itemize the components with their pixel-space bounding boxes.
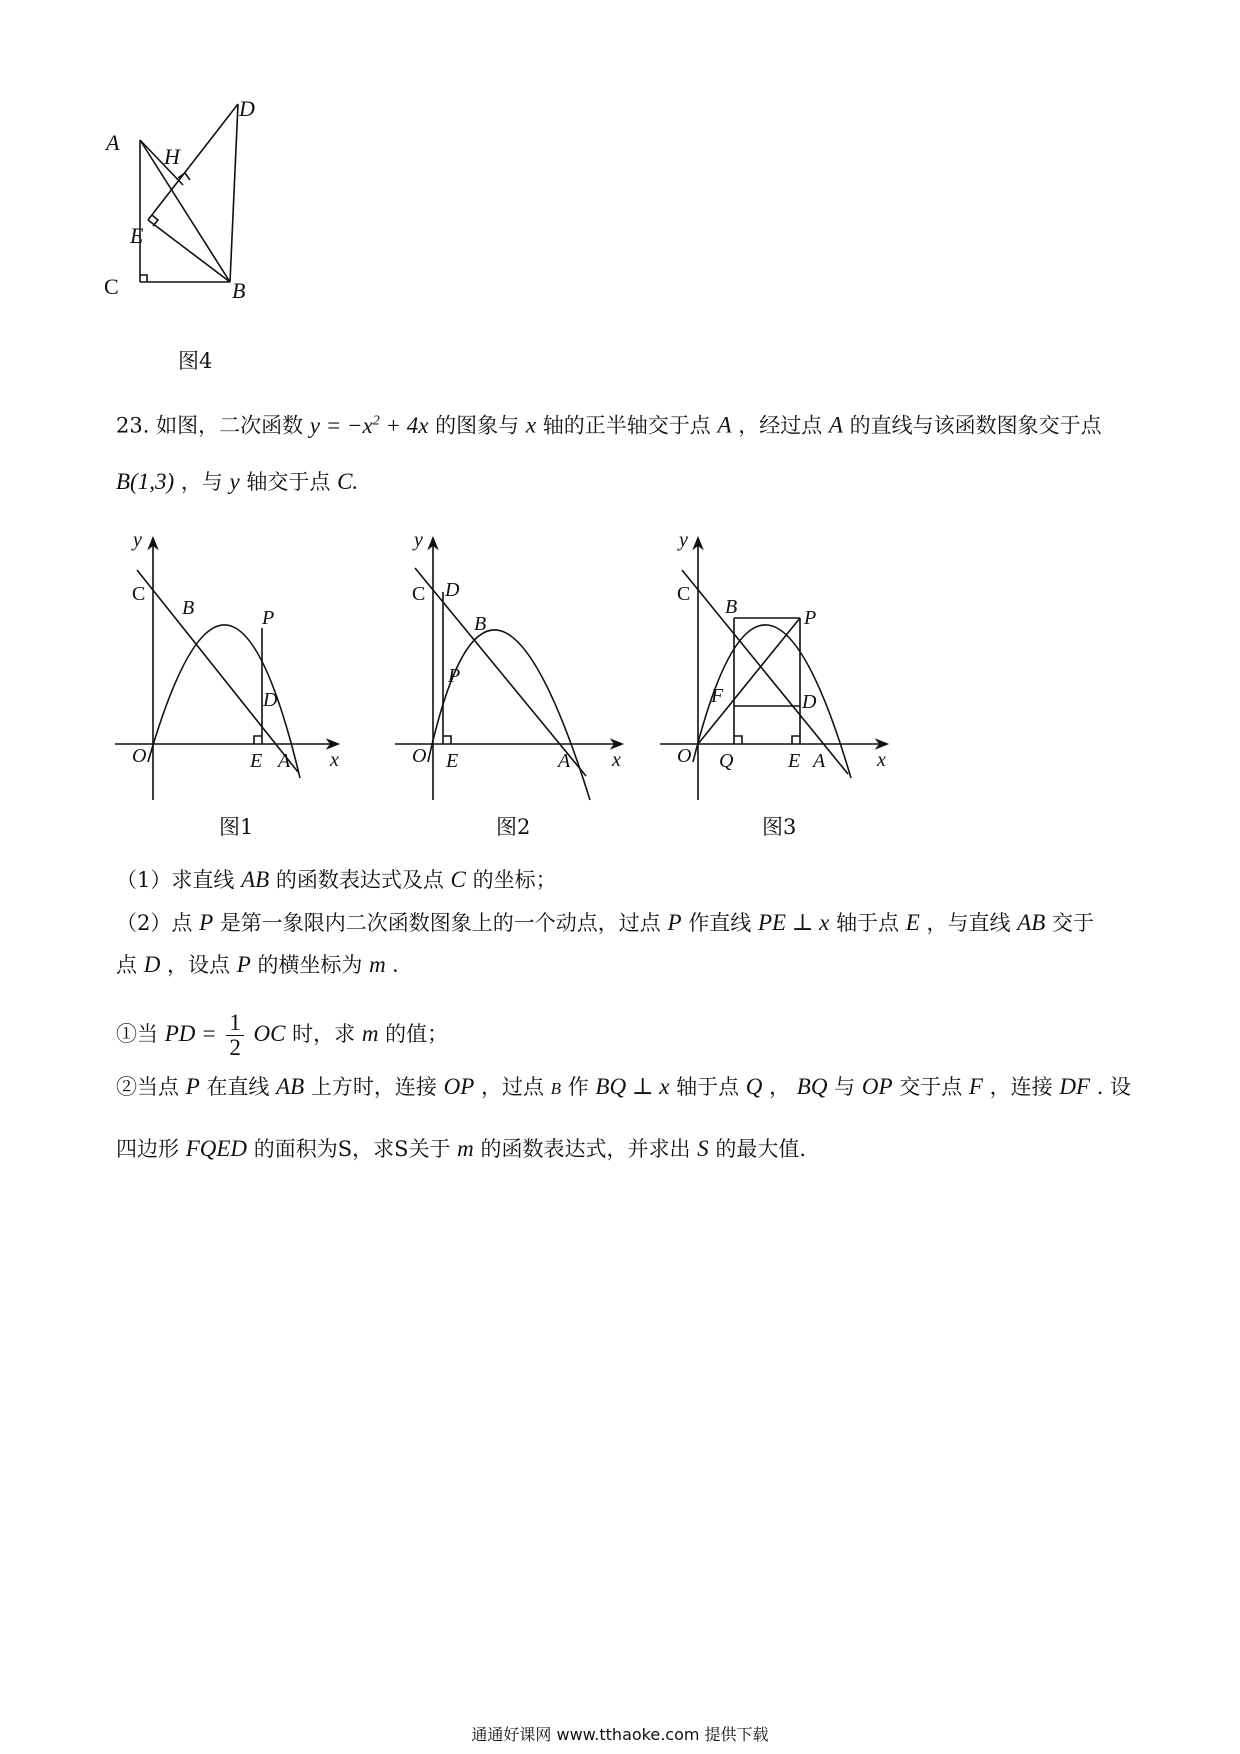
g3-D: D [802,691,817,713]
fig4-label-B: B [232,278,246,303]
g3-O: O [677,745,692,767]
g3-P: P [804,607,817,629]
graph-1-caption: 图1 [219,815,254,839]
graph-3-caption: 图3 [762,815,797,839]
part-2-line-2: 点 D ，设点 P 的横坐标为 m . [116,952,399,977]
g2-C: C [412,583,426,605]
g1-A: A [278,750,291,772]
part-1: （1）求直线 AB 的函数表达式及点 C 的坐标； [116,867,557,892]
quadratic-function: $y = -x^2 + 4x$ [309,412,429,438]
g2-y: y [414,529,423,551]
sub-question-2-line-1: ②当点 P 在直线 AB 上方时，连接 OP ，过点 B 作 BQ ⊥ x 轴于点 Q ， BQ 与 OP 交于点 F ，连接 DF . 设 [116,1074,1132,1099]
g3-B: B [725,596,738,618]
graph-3 [655,530,905,820]
problem-line-2: B(1,3) ，与 y 轴交于点 C. [116,469,359,494]
fig4-label-D: D [239,96,255,121]
g3-A: A [813,750,826,772]
figure-4 [100,96,300,340]
g2-D: D [445,579,460,601]
g3-Q: Q [719,750,734,772]
g1-x: x [330,749,339,771]
g1-B: B [182,597,195,619]
g2-P: P [448,665,461,687]
g2-x: x [612,749,621,771]
graph-1 [110,530,350,820]
sub-question-1: ①当 PD = $\frac{1}{2}$ OC 时，求 m 的值； [116,1010,449,1060]
problem-number: 23. [116,413,150,438]
g3-y: y [679,529,688,551]
g1-D: D [263,689,278,711]
fraction-one-half: $\frac{1}{2}$ [226,1011,244,1060]
g3-x: x [877,749,886,771]
point-B: B(1,3) [116,469,175,494]
g1-O: O [132,745,147,767]
fig4-label-A: A [106,130,120,155]
fig4-label-H: H [164,144,180,169]
g1-E: E [250,750,263,772]
g2-A: A [558,750,571,772]
fig4-label-E: E [130,223,144,248]
g2-O: O [412,745,427,767]
sub-question-2-line-2: 四边形 FQED 的面积为S，求S关于 m 的函数表达式，并求出 S 的最大值. [116,1136,807,1161]
g2-B: B [474,613,487,635]
g1-P: P [262,607,275,629]
fig4-label-C: C [104,274,119,299]
g1-C: C [132,583,146,605]
page-footer: 通通好课网 www.tthaoke.com 提供下载 [471,1725,769,1744]
fig4-caption: 图4 [178,349,213,373]
graph-2 [390,530,630,820]
g2-E: E [446,750,459,772]
g3-F: F [711,685,724,707]
g1-y: y [133,529,142,551]
g3-E: E [788,750,801,772]
part-2-line-1: （2）点 P 是第一象限内二次函数图象上的一个动点，过点 P 作直线 PE ⊥ x 轴于点 E ，与直线 AB 交于 [116,910,1094,935]
graph-2-caption: 图2 [496,815,531,839]
problem-line-1: 23. 如图，二次函数 $y = -x^2 + 4x$ 的图象与 x 轴的正半轴交于点 A ，经过点 A 的直线与该函数图象交于点 [116,412,1102,438]
g3-C: C [677,583,691,605]
